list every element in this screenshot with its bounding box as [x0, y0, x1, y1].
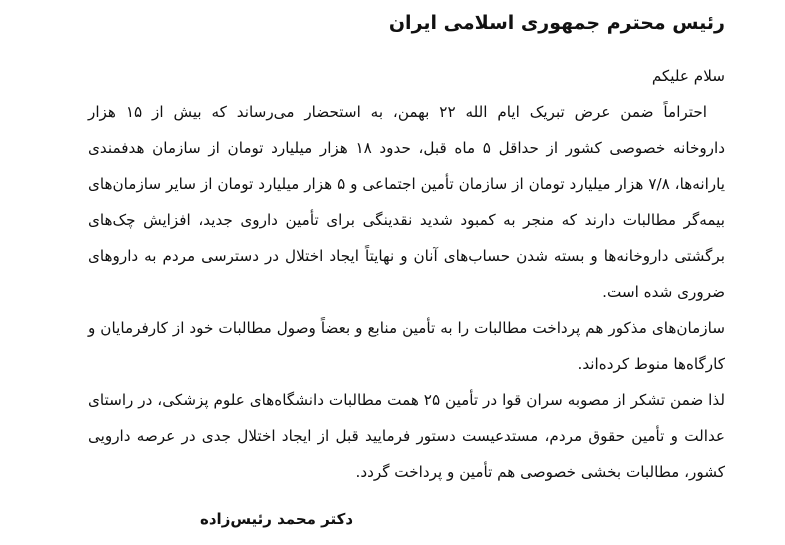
paragraph-2	[88, 310, 725, 382]
paragraph-1	[88, 94, 725, 310]
letter-addressee-title: رئیس محترم جمهوری اسلامی ایران	[388, 12, 725, 34]
text-line: برگشتی داروخانه‌ها و بسته شدن حساب‌های آنان و نهایتاً ایجاد اختلال در دسترسی مردم به داروهای	[88, 247, 725, 265]
text-line: بیمه‌گر مطالبات دارند که منجر به کمبود شدید نقدینگی برای تأمین داروی جدید، افزایش چک‌های	[88, 211, 725, 229]
text-line: لذا ضمن تشکر از مصوبه سران قوا در تأمین ۲۵ همت مطالبات دانشگاه‌های علوم پزشکی، در راستای	[88, 391, 725, 409]
text-line: ضروری شده است.	[602, 283, 725, 301]
paragraph-3	[88, 382, 725, 490]
signature-name: دکتر محمد رئیس‌زاده	[200, 510, 354, 528]
greeting: سلام علیکم	[651, 67, 725, 85]
text-line: کارگاه‌ها منوط کرده‌اند.	[577, 355, 725, 373]
text-line: عدالت و تأمین حقوق مردم، مستدعیست دستور فرمایید قبل از ایجاد اختلال جدی در عرصه دارویی	[88, 427, 725, 445]
text-line: یارانه‌ها، ۷/۸ هزار میلیارد تومان از سازمان تأمین اجتماعی و ۵ هزار میلیارد تومان از سایر سازمان‌های	[88, 175, 725, 193]
letter-body	[88, 58, 725, 490]
text-line: سازمان‌های مذکور هم پرداخت مطالبات را به تأمین منابع و بعضاً وصول مطالبات خود از کارفرمایان و	[88, 319, 725, 337]
text-line: کشور، مطالبات بخشی خصوصی هم تأمین و پرداخت گردد.	[355, 463, 725, 481]
text-line: داروخانه خصوصی کشور از حداقل ۵ ماه قبل، حدود ۱۸ هزار میلیارد تومان از سازمان هدفمندی	[88, 139, 725, 157]
text-line: احتراماً ضمن عرض تبریک ایام الله ۲۲ بهمن، به استحضار می‌رساند که بیش از ۱۵ هزار	[88, 103, 707, 121]
